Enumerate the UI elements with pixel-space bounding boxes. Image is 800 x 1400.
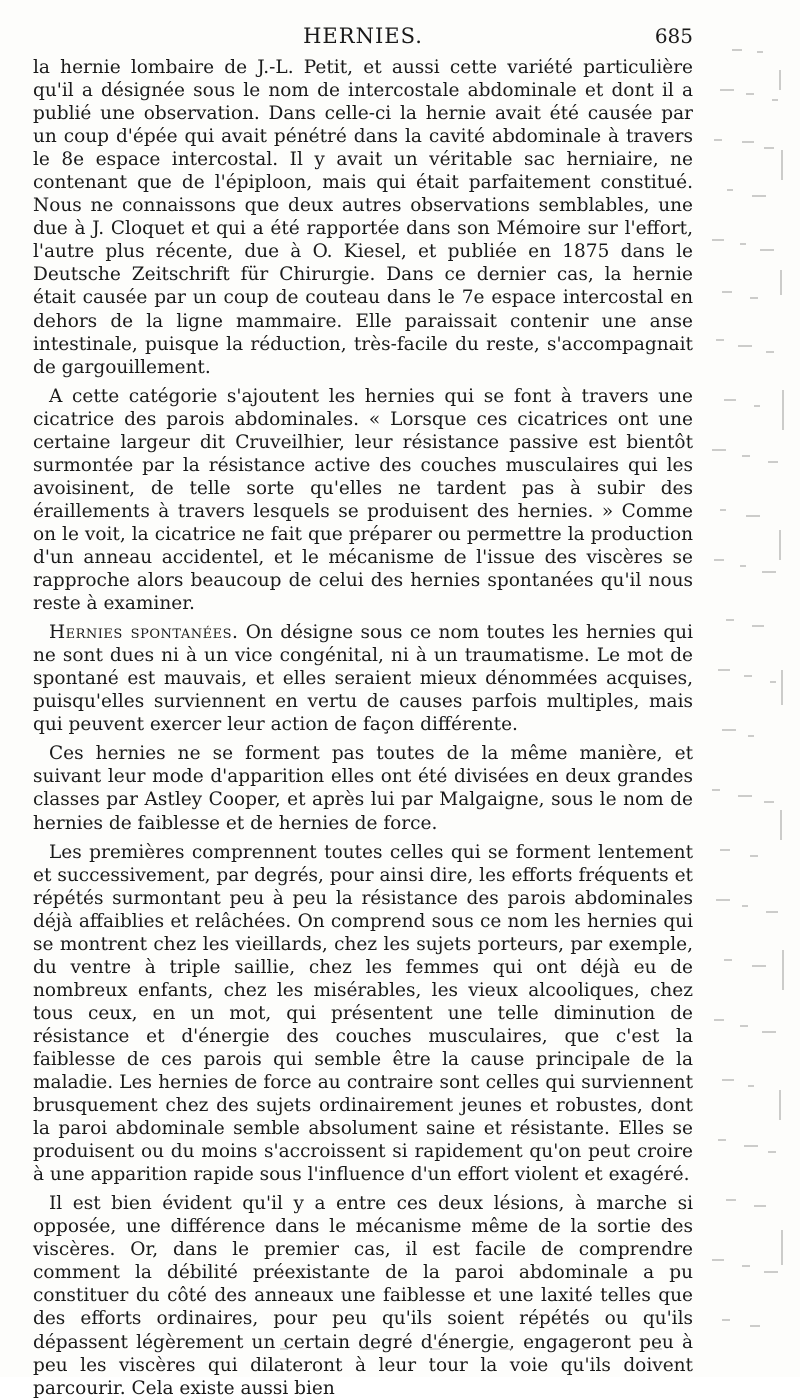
running-title: HERNIES. xyxy=(303,24,423,48)
paragraph-text: Il est bien évident qu'il y a entre ces deux lésions, à marche si opposée, une différence dans le mécanisme même de la sortie des viscères. Or, dans le premier cas, il est facile de comprendre comment la débilité préexistante de la paroi abdominale a pu constituer du côté des anneaux une faiblesse et une laxité telles que des efforts ordinaires, pour peu qu'ils soient répétés ou qu'ils dépassent légèrement un certain degré d'énergie, engageront peu à peu les viscères qui dilateront à leur tour la voie qu'ils doivent parcourir. Cela existe aussi bien xyxy=(33,1193,693,1399)
paragraph-text: Les premières comprennent toutes celles qui se forment lentement et successivement, par degrés, pour ainsi dire, les efforts fréquents et répétés surmontant peu à peu la résistance des parois abdominales déjà affaiblies et relâchées. On comprend sous ce nom les hernies qui se montrent chez les vieillards, chez les sujets porteurs, par exemple, du ventre à triple saillie, chez les femmes qui ont déjà eu de nombreux enfants, chez les misérables, les vieux alcooliques, chez tous ceux, en un mot, qui présentent une telle diminution de résistance et d'énergie des couches musculaires, que c'est la faiblesse de ces parois qui semble être la cause principale de la maladie. Les hernies de force au contraire sont celles qui surviennent brusquement chez des sujets ordinairement jeunes et robustes, dont la paroi abdominale semble absolument saine et résistante. Elles se produisent ou du moins s'accroissent si rapidement qu'on peut croire à une apparition rapide sous l'influence d'un effort violent et exagéré. xyxy=(33,841,693,1186)
paragraph xyxy=(33,56,693,379)
paragraph xyxy=(33,385,693,615)
paragraph xyxy=(33,621,693,736)
paragraph-text: A cette catégorie s'ajoutent les hernies qui se font à travers une cicatrice des parois abdominales. « Lorsque ces cicatrices ont une certaine largeur dit Cruveilhier, leur résistance passive est bientôt surmontée par la résistance active des couches musculaires qui les avoisinent, de telle sorte qu'elles ne tardent pas à subir des éraillements à travers lesquels se produisent des hernies. » Comme on le voit, la cicatrice ne fait que préparer ou permettre la production d'un anneau accidentel, et le mécanisme de l'issue des viscères se rapproche alors beaucoup de celui des hernies spontanées qu'il nous reste à examiner. xyxy=(33,385,693,615)
paragraph xyxy=(33,841,693,1187)
body-text xyxy=(33,56,693,1400)
page-number: 685 xyxy=(654,24,693,48)
bottom-scan-noise xyxy=(200,1344,720,1354)
section-heading: Hernies spontanées. xyxy=(49,622,239,644)
margin-scan-noise xyxy=(702,30,792,1350)
paragraph-text: la hernie lombaire de J.-L. Petit, et aussi cette variété particulière qu'il a désignée sous le nom de intercostale abdominale et dont il a publié une observation. Dans celle-ci la hernie avait été causée par un coup d'épée qui avait pénétré dans la cavité abdominale à travers le 8e espace intercostal. Il y avait un véritable sac herniaire, ne contenant que de l'épiploon, mais qui était parfaitement constitué. Nous ne connaissons que deux autres observations semblables, une due à J. Cloquet et qui a été rapportée dans son Mémoire sur l'effort, l'autre plus récente, due à O. Kiesel, et publiée en 1875 dans le Deutsche Zeitschrift für Chirurgie. Dans ce dernier cas, la hernie était causée par un coup de couteau dans le 7e espace intercostal en dehors de la ligne mammaire. Elle paraissait contenir une anse intestinale, puisque la réduction, très-facile du reste, s'accompagnait de gargouillement. xyxy=(33,57,693,378)
running-head xyxy=(33,24,693,50)
paragraph xyxy=(33,1192,693,1399)
paragraph xyxy=(33,742,693,834)
paragraph-text: Ces hernies ne se forment pas toutes de la même manière, et suivant leur mode d'apparition elles ont été divisées en deux grandes classes par Astley Cooper, et après lui par Malgaigne, sous le nom de hernies de faiblesse et de hernies de force. xyxy=(33,743,693,834)
paragraph-text: On désigne sous ce nom toutes les hernies qui ne sont dues ni à un vice congénital, ni à un traumatisme. Le mot de spontané est mauvais, et elles seraient mieux dénommées acquises, puisqu'elles surviennent en vertu de causes parfois multiples, mais qui peuvent exercer leur action de façon différente. xyxy=(33,622,694,736)
